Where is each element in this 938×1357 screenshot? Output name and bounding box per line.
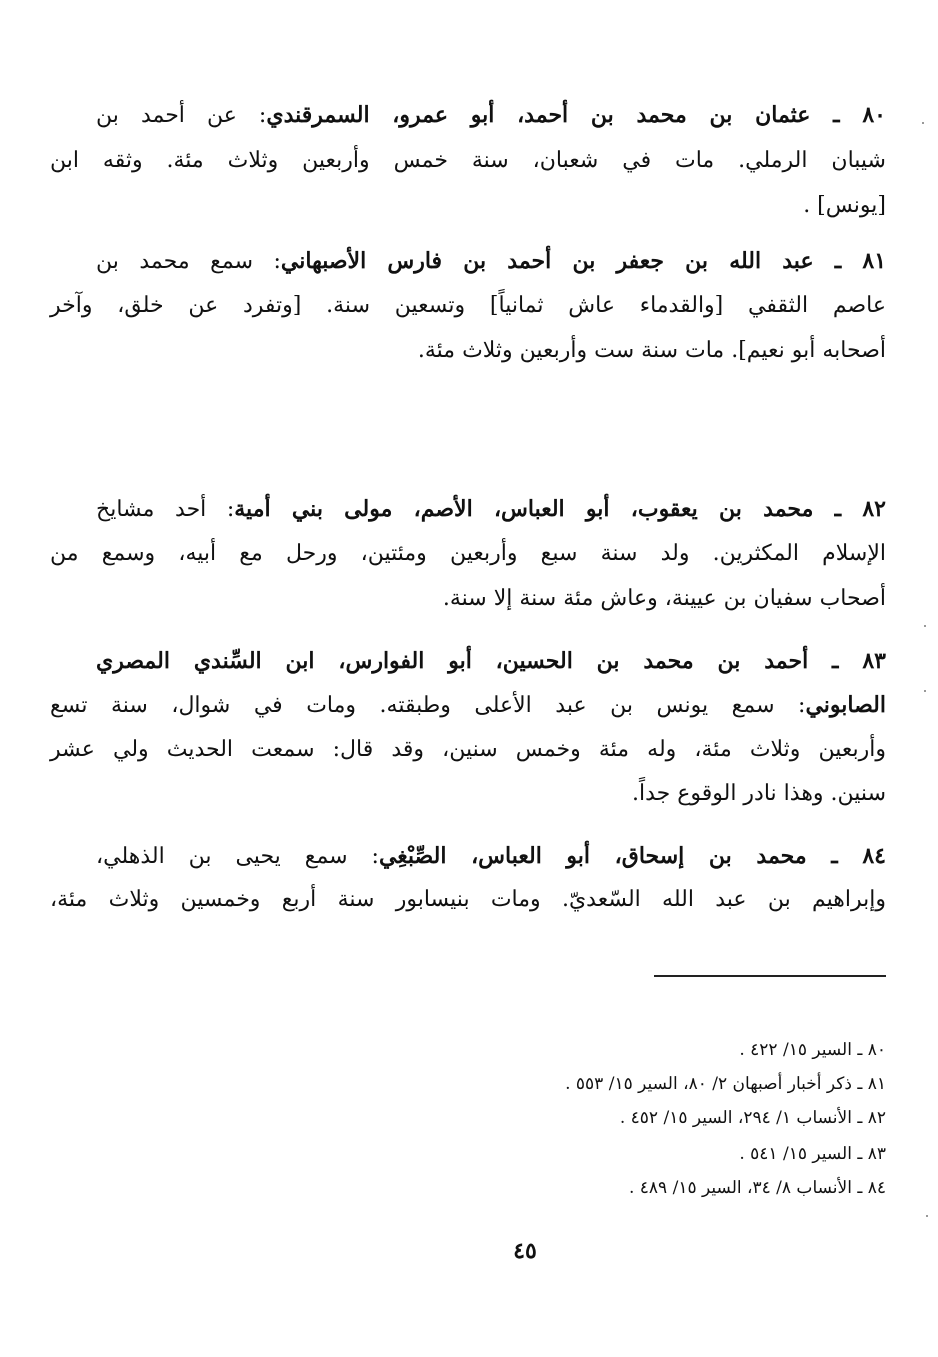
entry-82-line-2: الإسلام المكثرين. ولد سنة سبع وأربعين ومئتين، ورحل مع أبيه، وسمع من: [50, 541, 886, 566]
scan-speck: [924, 625, 926, 627]
entry-80-heading: ٨٠ ـ عثمان بن محمد بن أحمد، أبو عمرو، السمرقندي: [266, 102, 886, 128]
entry-83-line-4: سنين. وهذا نادر الوقوع جداً.: [632, 781, 886, 806]
entry-81-line-2: عاصم الثقفي [والقدماء عاش ثمانياً] وتسعين سنة. [وتفرد عن خلق، وآخر: [50, 293, 886, 318]
entry-84-line-2: وإبراهيم بن عبد الله السّعديّ. ومات بنيسابور سنة أربع وخمسين وثلاث مئة،: [50, 887, 886, 912]
entry-82-line-1: [96, 498, 886, 521]
footnote-83: ٨٣ ـ السير ١٥/ ٥٤١ .: [739, 1144, 886, 1164]
entry-80-line-3: [يونس] .: [803, 193, 886, 218]
scan-speck: [922, 122, 924, 124]
entry-83-text: : سمع يونس بن عبد الأعلى وطبقته. ومات في شوال، سنة تسع: [50, 693, 806, 718]
entry-80-text: : عن أحمد بن: [96, 103, 267, 128]
footnote-84: ٨٤ ـ الأنساب ٨/ ٣٤، السير ١٥/ ٤٨٩ .: [628, 1178, 886, 1198]
entry-80-line-1: [96, 104, 886, 127]
footnote-80: ٨٠ ـ السير ١٥/ ٤٢٢ .: [739, 1040, 886, 1060]
entry-84-text: : سمع يحيى بن الذهلي،: [96, 844, 379, 869]
entry-83-line-3: وأربعين وثلاث مئة، وله مئة وخمس سنين، وقد قال: سمعت الحديث ولي عشر: [50, 737, 886, 762]
entry-83-heading-line-2: الصابوني: [805, 692, 886, 718]
footnote-separator: [654, 975, 886, 977]
entry-82-text: : أحد مشايخ: [96, 497, 235, 522]
scan-speck: [926, 1215, 928, 1217]
entry-82-line-3: أصحاب سفيان بن عيينة، وعاش مئة سنة إلا سنة.: [442, 586, 886, 611]
scan-speck: [924, 690, 926, 692]
page-number: ٤٥: [513, 1238, 537, 1264]
entry-80-line-2: شيبان الرملي. مات في شعبان، سنة خمس وأربعين وثلاث مئة. وثقه ابن: [50, 148, 886, 173]
footnote-82: ٨٢ ـ الأنساب ١/ ٢٩٤، السير ١٥/ ٤٥٢ .: [619, 1108, 886, 1128]
entry-81-text: : سمع محمد بن: [96, 249, 281, 274]
entry-81-heading: ٨١ ـ عبد الله بن جعفر بن أحمد بن فارس الأصبهاني: [280, 248, 887, 274]
entry-82-heading: ٨٢ ـ محمد بن يعقوب، أبو العباس، الأصم، مولى بني أمية: [234, 496, 886, 522]
entry-81-line-1: [96, 250, 886, 273]
footnote-81: ٨١ ـ ذكر أخبار أصبهان ٢/ ٨٠، السير ١٥/ ٥٥٣ .: [565, 1074, 886, 1094]
entry-83-heading-line-1: ٨٣ ـ أحمد بن محمد بن الحسين، أبو الفوارس، ابن السِّندي المصري: [96, 648, 886, 674]
entry-84-line-1: [96, 845, 886, 868]
entry-84-heading: ٨٤ ـ محمد بن إسحاق، أبو العباس، الصِّبْغِي: [378, 843, 886, 869]
entry-83-line-2: [50, 694, 886, 717]
entry-81-line-3: أصحابه أبو نعيم]. مات سنة ست وأربعين وثلاث مئة.: [417, 338, 886, 363]
